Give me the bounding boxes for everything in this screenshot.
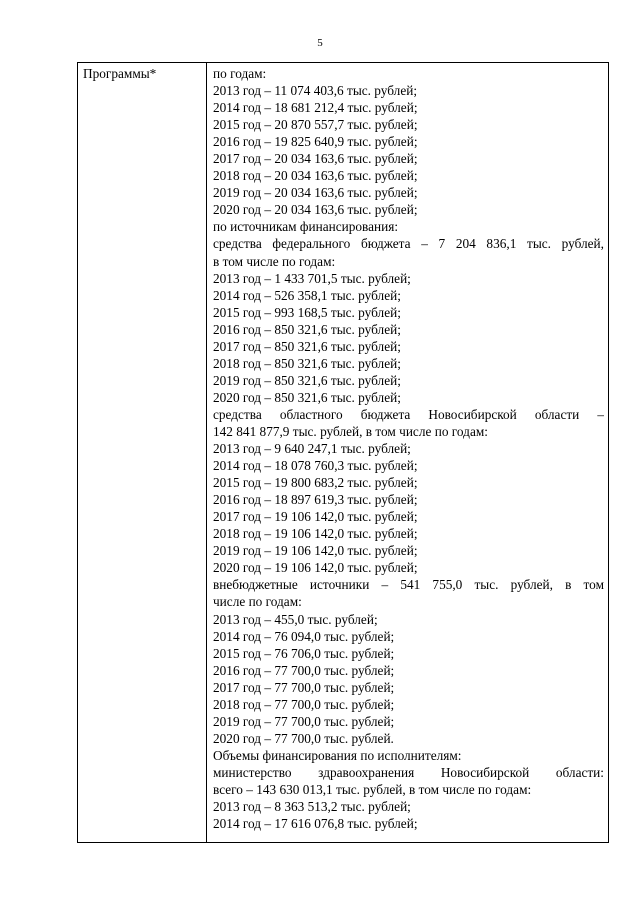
funding-line: 2017 год – 19 106 142,0 тыс. рублей; — [213, 509, 418, 525]
funding-line: 2014 год – 76 094,0 тыс. рублей; — [213, 628, 395, 644]
funding-line: средства областного бюджета Новосибирской области – — [213, 406, 604, 422]
funding-line: 2013 год – 8 363 513,2 тыс. рублей; — [213, 799, 411, 815]
funding-line: 2015 год – 993 168,5 тыс. рублей; — [213, 304, 401, 320]
funding-line: по источникам финансирования: — [213, 219, 399, 235]
funding-line: 2013 год – 455,0 тыс. рублей; — [213, 611, 378, 627]
funding-line: 2018 год – 850 321,6 тыс. рублей; — [213, 355, 401, 371]
column-divider — [206, 63, 207, 842]
funding-line: 2013 год – 11 074 403,6 тыс. рублей; — [213, 83, 418, 99]
funding-line: 2020 год – 850 321,6 тыс. рублей; — [213, 389, 401, 405]
funding-table — [77, 62, 609, 843]
funding-line: 2014 год – 18 078 760,3 тыс. рублей; — [213, 458, 418, 474]
funding-line: 2015 год – 20 870 557,7 тыс. рублей; — [213, 117, 418, 133]
funding-line: по годам: — [213, 66, 267, 81]
funding-line: 2016 год – 850 321,6 тыс. рублей; — [213, 321, 401, 337]
funding-line: 2017 год – 77 700,0 тыс. рублей; — [213, 679, 395, 695]
funding-line: 2018 год – 20 034 163,6 тыс. рублей; — [213, 168, 418, 184]
funding-line: 2016 год – 77 700,0 тыс. рублей; — [213, 662, 395, 678]
funding-line: 2019 год – 20 034 163,6 тыс. рублей; — [213, 185, 418, 201]
funding-line: 2017 год – 20 034 163,6 тыс. рублей; — [213, 151, 418, 167]
funding-line: всего – 143 630 013,1 тыс. рублей, в том числе по годам: — [213, 781, 532, 797]
funding-line: 2018 год – 77 700,0 тыс. рублей; — [213, 696, 395, 712]
funding-line: 2020 год – 20 034 163,6 тыс. рублей; — [213, 202, 418, 218]
funding-line: министерство здравоохранения Новосибирской области: — [213, 764, 604, 780]
funding-line: 2019 год – 850 321,6 тыс. рублей; — [213, 372, 401, 388]
funding-line: 2014 год – 18 681 212,4 тыс. рублей; — [213, 100, 418, 116]
funding-line: 2015 год – 19 800 683,2 тыс. рублей; — [213, 475, 418, 491]
funding-line: внебюджетные источники – 541 755,0 тыс. рублей, в том — [213, 577, 604, 593]
funding-line: 2016 год – 19 825 640,9 тыс. рублей; — [213, 134, 418, 150]
funding-line: средства федерального бюджета – 7 204 836,1 тыс. рублей, — [213, 236, 604, 252]
funding-line: в том числе по годам: — [213, 253, 336, 269]
funding-line: 2020 год – 77 700,0 тыс. рублей. — [213, 730, 394, 746]
funding-line: 2017 год – 850 321,6 тыс. рублей; — [213, 338, 401, 354]
funding-line: 2014 год – 526 358,1 тыс. рублей; — [213, 287, 401, 303]
funding-line: 2019 год – 19 106 142,0 тыс. рублей; — [213, 543, 418, 559]
funding-line: Объемы финансирования по исполнителям: — [213, 747, 462, 763]
funding-line: 2013 год – 9 640 247,1 тыс. рублей; — [213, 441, 411, 457]
funding-line: 2020 год – 19 106 142,0 тыс. рублей; — [213, 560, 418, 576]
row-label-cell: Программы* — [83, 66, 157, 81]
funding-line: 2016 год – 18 897 619,3 тыс. рублей; — [213, 492, 418, 508]
funding-line: числе по годам: — [213, 594, 302, 610]
funding-line: 2019 год – 77 700,0 тыс. рублей; — [213, 713, 395, 729]
funding-line: 142 841 877,9 тыс. рублей, в том числе по годам: — [213, 423, 488, 439]
funding-line: 2018 год – 19 106 142,0 тыс. рублей; — [213, 526, 418, 542]
funding-line: 2013 год – 1 433 701,5 тыс. рублей; — [213, 270, 411, 286]
page-number: 5 — [317, 37, 323, 49]
funding-details-cell — [213, 65, 604, 832]
funding-line: 2015 год – 76 706,0 тыс. рублей; — [213, 645, 395, 661]
funding-line: 2014 год – 17 616 076,8 тыс. рублей; — [213, 816, 418, 832]
